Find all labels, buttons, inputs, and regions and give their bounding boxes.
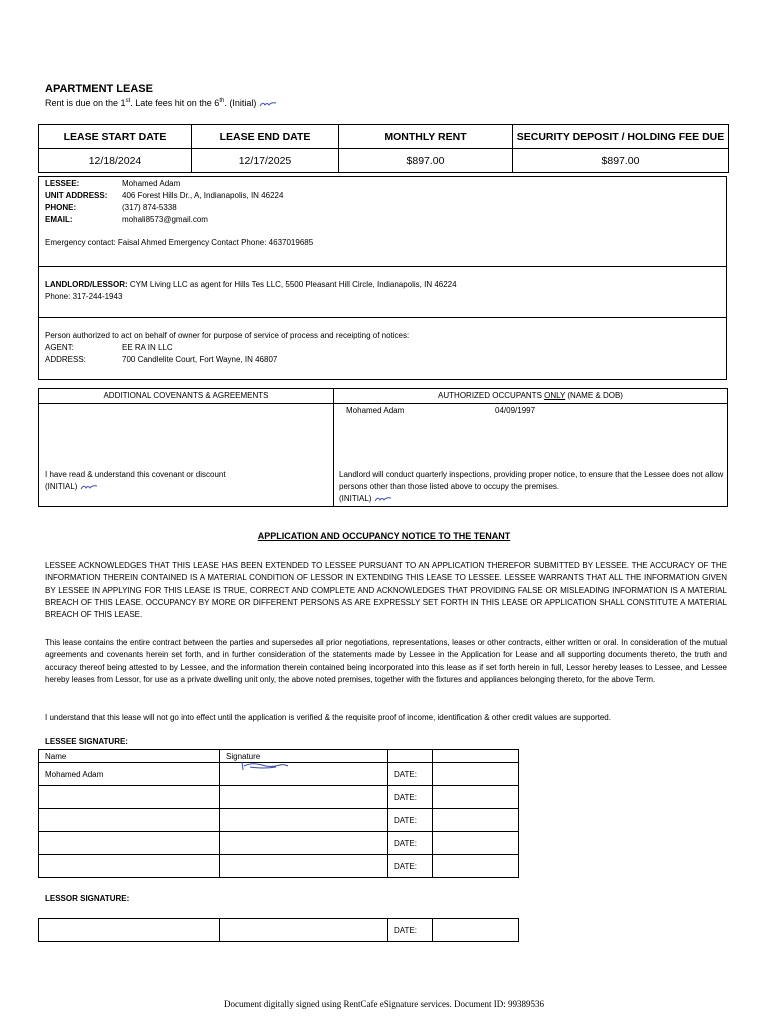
landlord-section: LANDLORD/LESSOR: CYM Living LLC as agent for Hills Tes LLC, 5500 Pleasant Hill Circle, Indianapolis, IN 46224 Phone: 317-244-1943 [39, 266, 726, 316]
lessee-signature-label: LESSEE SIGNATURE: [45, 737, 128, 746]
covenants-header: ADDITIONAL COVENANTS & AGREEMENTS [39, 389, 333, 404]
header-security-deposit: SECURITY DEPOSIT / HOLDING FEE DUE [513, 125, 729, 149]
lessee-phone: (317) 874-5338 [122, 203, 177, 212]
application-notice-title: APPLICATION AND OCCUPANCY NOTICE TO THE TENANT [257, 531, 511, 541]
occupant-name: Mohamed Adam [346, 406, 405, 415]
date-field[interactable] [433, 832, 519, 855]
lessee-signature-table [38, 749, 519, 878]
date-field[interactable] [433, 763, 519, 786]
date-label: DATE: [388, 832, 433, 855]
page-title: APARTMENT LEASE [45, 83, 153, 95]
header-lease-end: LEASE END DATE [192, 125, 339, 149]
covenants-box [38, 388, 728, 507]
date-label: DATE: [388, 786, 433, 809]
table-row [39, 809, 519, 832]
lessee-section: LESSEE: Mohamed Adam UNIT ADDRESS: 406 Forest Hills Dr., A, Indianapolis, IN 46224 PHONE: (317) 874-5338 EMAIL: mohali8573@gmail.com Emergency contact: Faisal Ahmed Emergency Contact Phone: 4637019685 [39, 177, 726, 265]
application-paragraph-2: This lease contains the entire contract between the parties and supersedes all prior negotiations, representations, leases or other contracts, either written or oral. In consideration of the mutual agreements and covenants herein set forth, and in further consideration of the statements made by Lessee in the Application for Lease and all supporting documents thereto, the truth and accuracy thereof being attested to by Lessee, and the information therein contained being incorporated into this lease as if set forth herein in full, Lessor hereby leases to Lessee, and Lessee hereby leases from Lessor, for use as a private dwelling unit only, the above noted premises, together with the fixtures and appliances belonging thereto, for the above Term. [45, 638, 727, 684]
handwritten-signature [240, 760, 290, 772]
header-lease-start: LEASE START DATE [39, 125, 192, 149]
lease-summary-table [38, 124, 729, 173]
unit-address: 406 Forest Hills Dr., A, Indianapolis, IN 46224 [122, 191, 284, 200]
lessor-signature-label: LESSOR SIGNATURE: [45, 894, 130, 903]
date-label: DATE: [388, 763, 433, 786]
date-label: DATE: [388, 809, 433, 832]
agent-value: EE RA IN LLC [122, 343, 173, 352]
signature-cell[interactable] [220, 763, 388, 786]
landlord-value: CYM Living LLC as agent for Hills Tes LLC, 5500 Pleasant Hill Circle, Indianapolis, IN 46224 [127, 280, 457, 289]
security-deposit-value: $897.00 [513, 149, 729, 173]
date-field[interactable] [433, 919, 519, 942]
name-field[interactable] [39, 786, 220, 809]
lessee-email: mohali8573@gmail.com [122, 215, 208, 224]
table-row [39, 919, 519, 942]
signer-name: Mohamed Adam [39, 763, 220, 786]
initial-signature-mark [259, 100, 277, 108]
header-monthly-rent: MONTHLY RENT [339, 125, 513, 149]
monthly-rent-value: $897.00 [339, 149, 513, 173]
col-name: Name [39, 750, 220, 763]
parties-box [38, 176, 727, 380]
name-field[interactable] [39, 832, 220, 855]
lessee-name: Mohamed Adam [122, 179, 181, 188]
application-paragraph-1: LESSEE ACKNOWLEDGES THAT THIS LEASE HAS BEEN EXTENDED TO LESSEE PURSUANT TO AN APPLICATION THEREFOR SUBMITTED BY LESSEE. THE ACCURACY OF THE INFORMATION THEREIN CONTAINED IS A MATERIAL CONDITION OF LESSOR IN EXTENDING THIS LEASE TO LESSEE. LESSEE WARRANTS THAT ALL THE INFORMATION GIVEN BY LESSEE IN APPLYING FOR THIS LEASE IS TRUE, CORRECT AND COMPLETE AND ACKNOWLEDGES THAT PROVIDING FALSE OR MISLEADING INFORMATION IS A MATERIAL BREACH OF THIS LEASE. OCCUPANCY BY MORE OR DIFFERENT PERSONS AS ARE EXPRESSLY SET FORTH IN THIS LEASE OR APPLICATION SHALL CONSTITUTE A MATERIAL BREACH OF THIS LEASE. [45, 561, 727, 620]
date-field[interactable] [433, 809, 519, 832]
occupants-header: AUTHORIZED OCCUPANTS ONLY (NAME & DOB) [334, 389, 727, 404]
table-row [39, 855, 519, 878]
rent-due-line: Rent is due on the 1st. Late fees hit on the 6th. (Initial) [45, 98, 277, 108]
name-field[interactable] [39, 809, 220, 832]
date-label: DATE: [388, 855, 433, 878]
inspection-notice: Landlord will conduct quarterly inspections, providing proper notice, to ensure that the Lessee does not allow persons other than those listed above to occupy the premises. (INITIAL) [339, 470, 724, 503]
signature-cell[interactable] [220, 786, 388, 809]
landlord-phone: Phone: 317-244-1943 [45, 292, 123, 301]
agent-intro: Person authorized to act on behalf of owner for purpose of service of process and receipting of notices: [45, 331, 410, 340]
lessor-name-field[interactable] [39, 919, 220, 942]
esignature-footer: Document digitally signed using RentCafe eSignature services. Document ID: 99389536 [224, 999, 544, 1009]
occupant-dob: 04/09/1997 [495, 406, 536, 415]
date-label: DATE: [388, 919, 433, 942]
application-paragraph-3: I understand that this lease will not go into effect until the application is verified & the requisite proof of income, identification & other credit values are supported. [45, 713, 611, 722]
table-row [39, 832, 519, 855]
date-field[interactable] [433, 786, 519, 809]
col-signature: Signature [220, 750, 388, 763]
initial-signature-mark [374, 495, 392, 503]
table-row [39, 786, 519, 809]
initial-signature-mark [80, 483, 98, 491]
lease-end-value: 12/17/2025 [192, 149, 339, 173]
emergency-contact: Emergency contact: Faisal Ahmed Emergency Contact Phone: 4637019685 [45, 238, 314, 247]
table-row [39, 763, 519, 786]
agent-address: 700 Candlelite Court, Fort Wayne, IN 46807 [122, 355, 278, 364]
name-field[interactable] [39, 855, 220, 878]
lessor-signature-table [38, 918, 519, 942]
covenant-ack: I have read & understand this covenant or discount (INITIAL) [45, 470, 226, 491]
agent-section: Person authorized to act on behalf of owner for purpose of service of process and receipting of notices: AGENT: EE RA IN LLC ADDRESS: 700 Candlelite Court, Fort Wayne, IN 46807 [39, 317, 726, 379]
lease-start-value: 12/18/2024 [39, 149, 192, 173]
signature-cell[interactable] [220, 809, 388, 832]
date-field[interactable] [433, 855, 519, 878]
signature-cell[interactable] [220, 832, 388, 855]
signature-cell[interactable] [220, 855, 388, 878]
lessor-signature-cell[interactable] [220, 919, 388, 942]
